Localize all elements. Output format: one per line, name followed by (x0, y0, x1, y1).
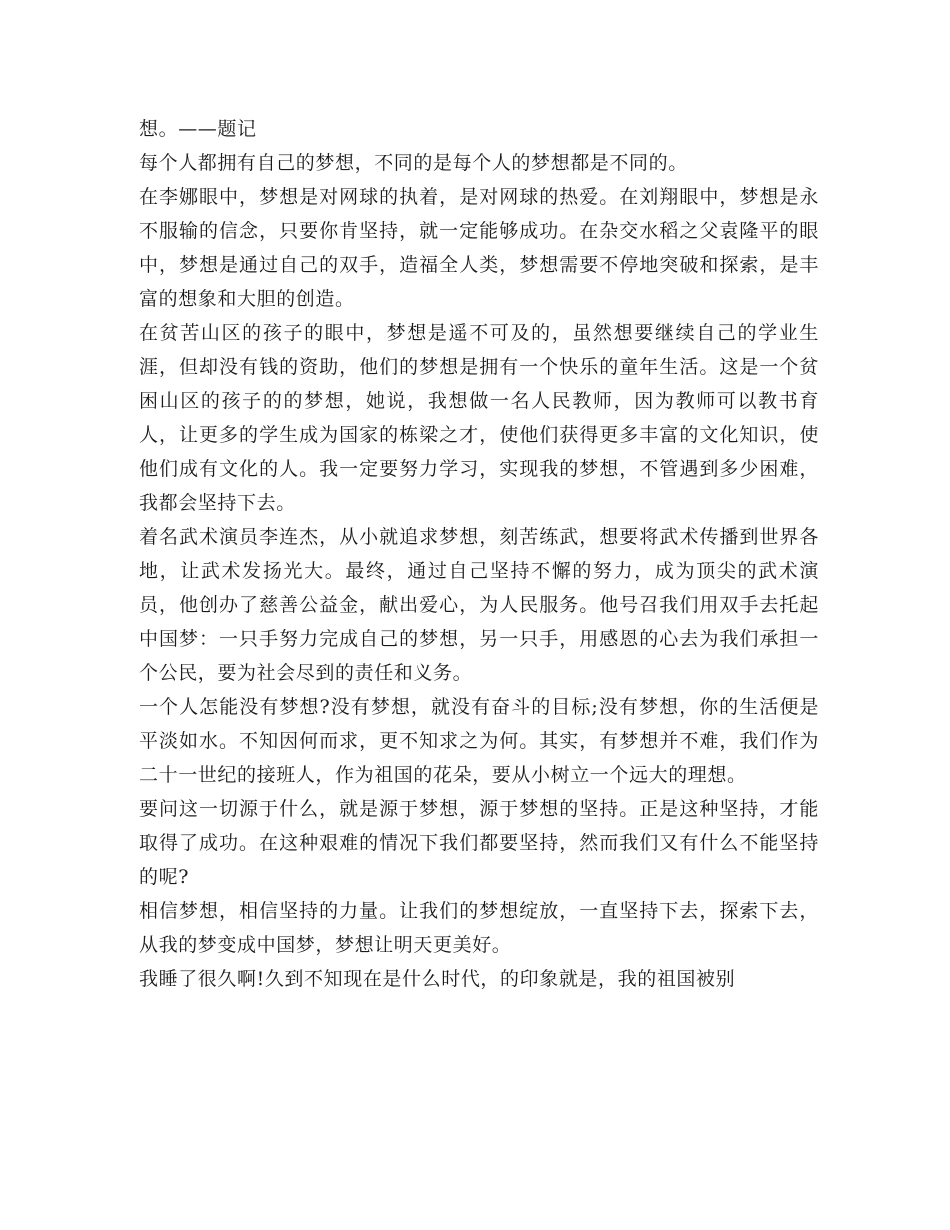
paragraph-persistence: 要问这一切源于什么，就是源于梦想，源于梦想的坚持。正是这种坚持，才能取得了成功。在这种艰难的情况下我们都要坚持，然而我们又有什么不能坚持的呢? (139, 798, 819, 888)
paragraph-believe: 相信梦想，相信坚持的力量。让我们的梦想绽放，一直坚持下去，探索下去，从我的梦变成中国梦，梦想让明天更美好。 (139, 900, 819, 956)
paragraph-slept-long: 我睡了很久啊!久到不知现在是什么时代，的印象就是，我的祖国被别 (139, 968, 736, 990)
document-body (139, 112, 819, 996)
epigraph-attribution: 想。——题记 (139, 118, 257, 140)
paragraph-mountain-children: 在贫苦山区的孩子的眼中，梦想是遥不可及的，虽然想要继续自己的学业生涯，但却没有钱的资助，他们的梦想是拥有一个快乐的童年生活。这是一个贫困山区的孩子的的梦想，她说，我想做一名人民教师，因为教师可以教书育人，让更多的学生成为国家的栋梁之才，使他们获得更多丰富的文化知识，使他们成有文化的人。我一定要努力学习，实现我的梦想，不管遇到多少困难，我都会坚持下去。 (139, 322, 819, 514)
paragraph-intro: 每个人都拥有自己的梦想，不同的是每个人的梦想都是不同的。 (139, 152, 688, 174)
paragraph-li-na-liu-xiang: 在李娜眼中，梦想是对网球的执着，是对网球的热爱。在刘翔眼中，梦想是永不服输的信念，只要你肯坚持，就一定能够成功。在杂交水稻之父袁隆平的眼中，梦想是通过自己的双手，造福全人类，梦想需要不停地突破和探索，是丰富的想象和大胆的创造。 (139, 186, 819, 310)
paragraph-no-dream: 一个人怎能没有梦想?没有梦想，就没有奋斗的目标;没有梦想，你的生活便是平淡如水。不知因何而求，更不知求之为何。其实，有梦想并不难，我们作为二十一世纪的接班人，作为祖国的花朵，要从小树立一个远大的理想。 (139, 696, 819, 786)
paragraph-li-lianjie: 着名武术演员李连杰，从小就追求梦想，刻苦练武，想要将武术传播到世界各地，让武术发扬光大。最终，通过自己坚持不懈的努力，成为顶尖的武术演员，他创办了慈善公益金，献出爱心，为人民服务。他号召我们用双手去托起中国梦：一只手努力完成自己的梦想，另一只手，用感恩的心去为我们承担一个公民，要为社会尽到的责任和义务。 (139, 526, 819, 684)
